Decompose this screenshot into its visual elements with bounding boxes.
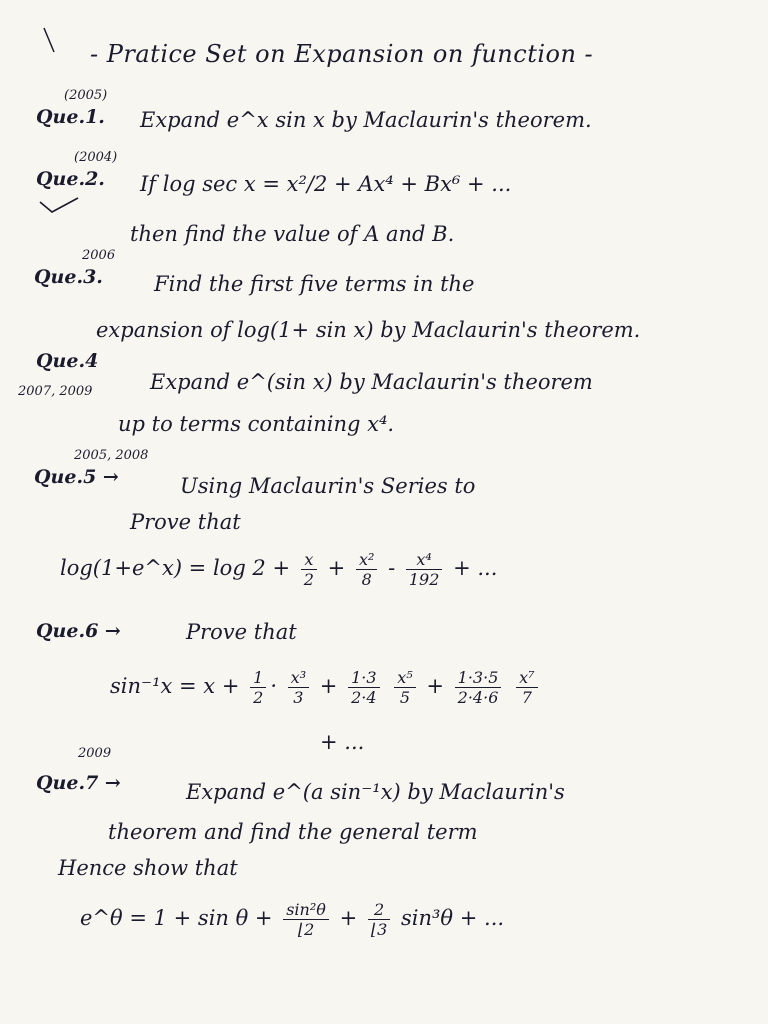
q5-line2: Prove that xyxy=(130,510,241,534)
q4-line2: up to terms containing x⁴. xyxy=(118,412,395,436)
q6-frac-c: $\frac{1\cdot 3}{2\cdot 4}$ xyxy=(348,668,379,707)
q6-equation: sin⁻¹x = x + $\frac{1}{2}$ · $\frac{\text{x³}}{3}$ + $\frac{1\cdot 3}{2\cdot 4}$ $\frac{\text{x⁵}}{5}$ + $\frac{1\cdot 3\cdot 5}{2\cdot 4\cdot 6}$ $\frac{\text{x⁷}}{7}$ xyxy=(110,668,542,707)
q2-line2: then find the value of A and B. xyxy=(130,222,455,246)
q7-frac-b: $\frac{2}{⌊3}$ xyxy=(368,900,390,939)
q7-year: 2009 xyxy=(78,746,112,761)
q3-year: 2006 xyxy=(82,248,116,263)
q6-eq-lhs: sin⁻¹x = x + xyxy=(110,674,240,698)
q5-line1: Using Maclaurin's Series to xyxy=(180,474,476,498)
q6-frac-b: $\frac{\text{x³}}{3}$ xyxy=(288,668,309,707)
q5-frac-2: $\frac{\text{x²}}{8}$ xyxy=(356,550,377,589)
q6-line1: Prove that xyxy=(186,620,297,644)
q1-label: Que.1. xyxy=(36,106,105,128)
checkmark-icon xyxy=(38,196,80,214)
q6-frac-a: $\frac{1}{2}$ xyxy=(250,668,266,707)
q6-label: Que.6 → xyxy=(36,620,121,642)
q7-tail: sin³θ + ... xyxy=(401,906,505,930)
q2-line1: If log sec x = x²/2 + Ax⁴ + Bx⁶ + ... xyxy=(140,172,512,196)
q6-plus-2: + xyxy=(426,674,444,698)
q5-year: 2005, 2008 xyxy=(74,448,149,463)
q1-text: Expand e^x sin x by Maclaurin's theorem. xyxy=(140,108,592,132)
pen-stroke-mark xyxy=(40,26,60,56)
q5-frac-3: $\frac{\text{x⁴}}{192}$ xyxy=(406,550,443,589)
q3-label: Que.3. xyxy=(34,266,103,288)
q5-equation xyxy=(60,550,497,589)
q7-label: Que.7 → xyxy=(36,772,121,794)
q4-label: Que.4 xyxy=(36,350,99,372)
q6-tail: + ... xyxy=(320,730,365,754)
q2-label: Que.2. xyxy=(36,168,105,190)
q6-frac-f: $\frac{\text{x⁷}}{7}$ xyxy=(516,668,537,707)
q7-line1: Expand e^(a sin⁻¹x) by Maclaurin's xyxy=(186,780,565,804)
q7-plus: + xyxy=(339,906,358,930)
q6-frac-d: $\frac{\text{x⁵}}{5}$ xyxy=(394,668,415,707)
q7-eq-lhs: e^θ = 1 + sin θ + xyxy=(80,906,273,930)
q4-line1: Expand e^(sin x) by Maclaurin's theorem xyxy=(150,370,593,394)
q5-eq-lhs: log(1+e^x) = log 2 + xyxy=(60,556,291,580)
q5-minus: - xyxy=(388,556,396,580)
q7-line2: theorem and find the general term xyxy=(108,820,478,844)
q3-line2: expansion of log(1+ sin x) by Maclaurin's theorem. xyxy=(96,318,641,342)
q5-tail: + ... xyxy=(453,556,498,580)
q5-label: Que.5 → xyxy=(34,466,119,488)
q6-frac-e: $\frac{1\cdot 3\cdot 5}{2\cdot 4\cdot 6}$ xyxy=(455,668,502,707)
q5-frac-1: $\frac{x}{2}$ xyxy=(301,550,317,589)
q7-frac-a: $\frac{\text{sin²θ}}{⌊2}$ xyxy=(283,900,329,939)
q1-year: (2005) xyxy=(64,88,108,103)
q3-line1: Find the first five terms in the xyxy=(154,272,475,296)
q4-year: 2007, 2009 xyxy=(18,384,93,399)
q7-equation xyxy=(80,900,504,939)
q5-plus: + xyxy=(327,556,346,580)
q7-line3: Hence show that xyxy=(58,856,238,880)
page-title: - Pratice Set on Expansion on function - xyxy=(90,40,594,68)
q2-year: (2004) xyxy=(74,150,118,165)
q6-plus-1: + xyxy=(319,674,338,698)
